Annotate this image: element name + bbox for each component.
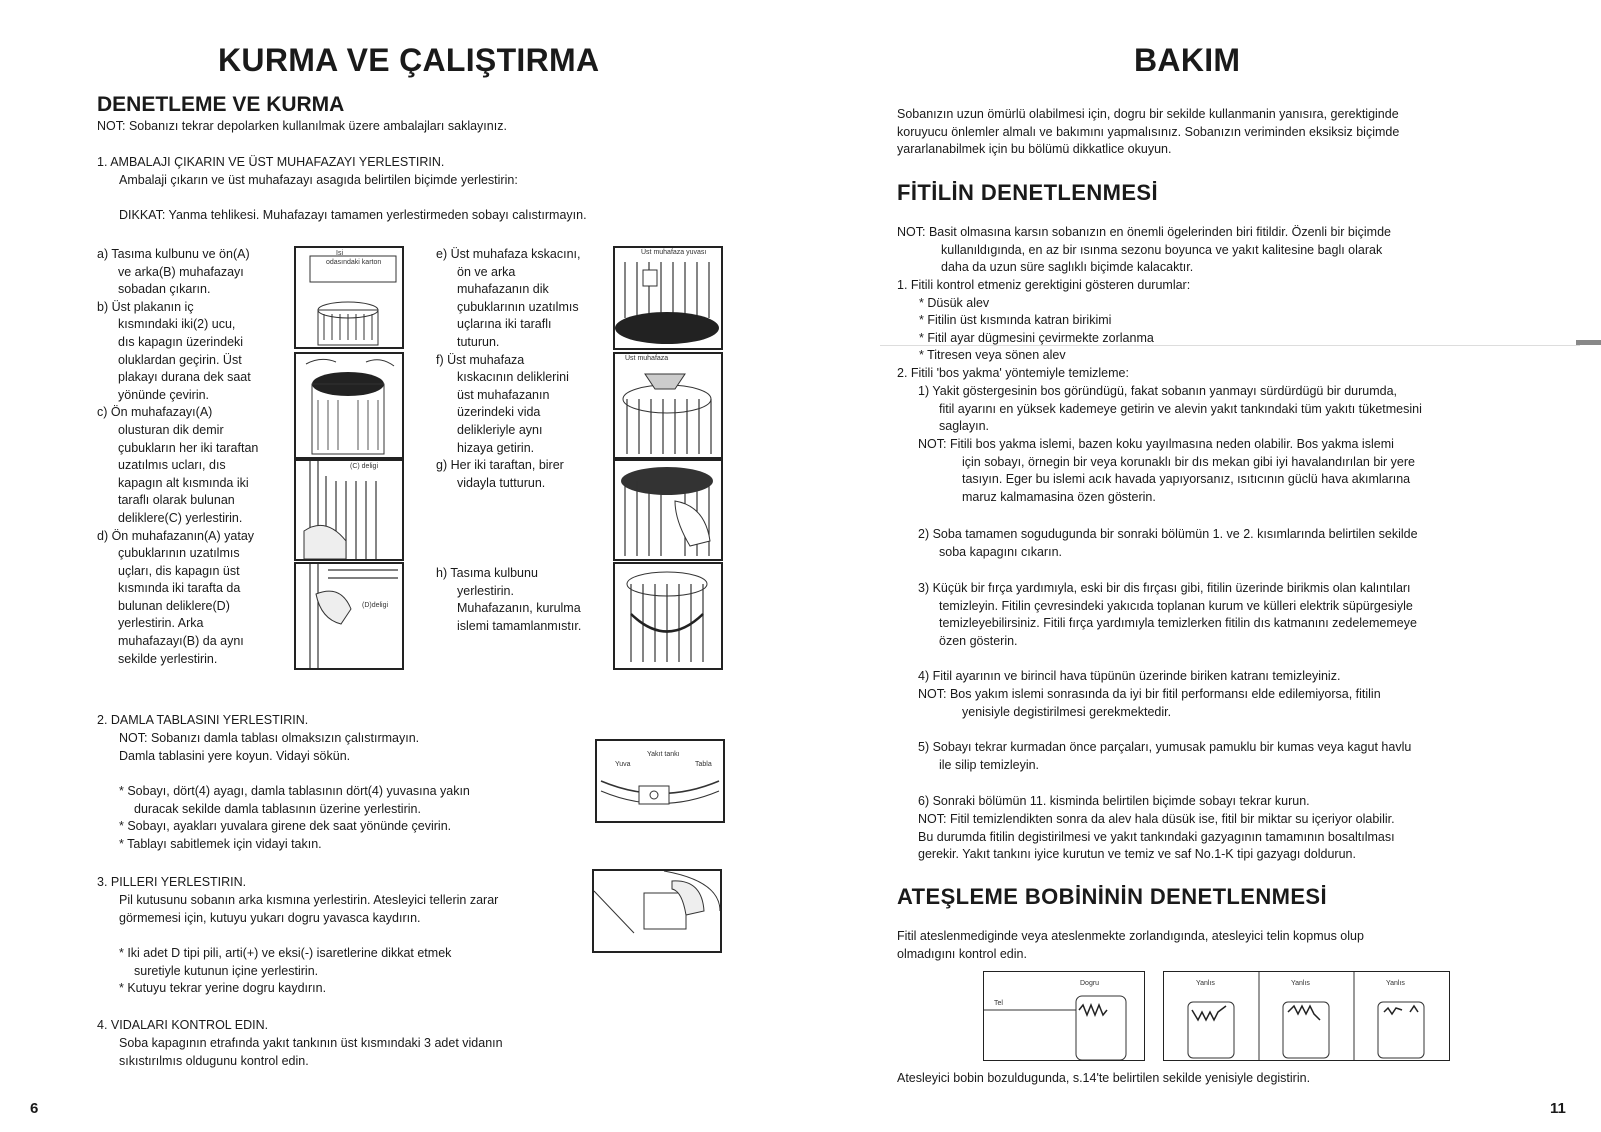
wick-sub5 [918,739,1411,774]
step-line: sekilde yerlestirin. [118,651,218,666]
illustration-front-guard-c [294,459,404,561]
label-isi: Isi [336,250,343,257]
text-line: koruyucu önlemler almalı ve bakımını yapmalısınız. Sobanızın veriminden eksiksiz biçimde [897,124,1400,139]
illustration-drip-tray [595,739,725,823]
text-line: NOT: Basit olmasına karsın sobanızın en önemli ögelerinden biri fitildir. Özenli bir biçimde [897,225,1391,239]
step2-heading: 2. DAMLA TABLASINI YERLESTIRIN. [97,713,309,727]
label-tel: Tel [994,1000,1003,1007]
step4-lines [119,1035,503,1070]
page-number-right: 11 [1550,1100,1566,1117]
label-yanlis-3: Yanlıs [1386,980,1405,987]
step-line: üst muhafazanın [457,387,550,402]
illustration-remove-guard [294,246,404,349]
step1-heading: 1. AMBALAJI ÇIKARIN VE ÜST MUHAFAZAYI YERLESTIRIN. [97,155,445,169]
step-line: olusturan dik demir [118,422,224,437]
text-line: görmemesi için, kutuyu yukarı dogru yavasca kaydırın. [119,910,421,925]
step3-bullets [119,945,451,998]
step2-bullets [119,783,470,853]
step-line: yönünde çevirin. [118,387,210,402]
illustration-top-plate [294,352,404,459]
item-heading: 1. Fitili kontrol etmeniz gerektigini gösteren durumlar: [897,278,1191,292]
step-line: muhafazayı(B) da aynı [118,634,244,649]
text-line: kullanıldıgında, en az bir ısınma sezonu boyunca ve yakıt kalitesine baglı olarak [941,242,1383,257]
illustration-clip-align [613,352,723,459]
section-title-inspection: DENETLEME VE KURMA [97,93,345,116]
text-line: 1) Yakit göstergesinin bos göründügü, fakat sobanın yanmayı sürdürdügü bir durumda, [918,384,1397,398]
text-line: Pil kutusunu sobanın arka kısmına yerlestirin. Atesleyici tellerin zarar [119,893,499,907]
bullet-line: * Sobayı, ayakları yuvalara girene dek saat yönünde çevirin. [119,819,452,834]
step-line: çubuklarının uzatılmıs [457,299,579,314]
text-line: özen gösterin. [939,633,1018,648]
text-line: 3) Küçük bir fırça yardımıyla, eski bir dis fırçası gibi, fitilin üzerinde birikmis olan kalıntıları [918,581,1411,595]
step-line: yerlestirin. [457,583,514,598]
wick-sub6 [918,793,1310,811]
label-dogru: Dogru [1080,980,1100,987]
ignition-text [897,928,1364,963]
page-number-left: 6 [30,1100,39,1117]
bullet-line: duracak sekilde damla tablasının üzerine yerlestirin. [134,801,421,816]
wick-sub3 [918,580,1417,650]
step-line: b) Üst plakanın iç [97,299,194,314]
step-line: d) Ön muhafazanın(A) yatay [97,528,255,543]
step-line: çubukların her iki taraftan [118,440,259,455]
step-line: muhafazanın dik [457,282,549,297]
step1-warning: DIKKAT: Yanma tehlikesi. Muhafazayı tamamen yerlestirmeden sobayı calıstırmayın. [119,208,587,222]
wick-sub4 [918,668,1340,686]
text-line: soba kapagını cıkarın. [939,544,1062,559]
illustration-front-guard-d [294,562,404,670]
step-line: oluklardan geçirin. Üst [118,352,242,367]
step-line: çubuklarının uzatılmıs [118,546,240,561]
step3-heading: 3. PILLERI YERLESTIRIN. [97,875,247,889]
step-line: h) Tasıma kulbunu [436,566,538,580]
bullet-line: * Düsük alev [919,295,990,310]
step-line: f) Üst muhafaza [436,352,525,367]
wick-sub2 [918,526,1418,561]
text-line: Soba kapagının etrafında yakıt tankının üst kısmındaki 3 adet vidanın [119,1036,503,1050]
text-line: gerekir. Yakıt tankını iyice kurutun ve temiz ve saf No.1-K tipi gazyagı doldurun. [918,847,1356,862]
step-line: ve arka(B) muhafazayı [118,264,244,279]
bullet-line: * Tablayı sabitlemek için vidayi takın. [119,836,322,851]
text-line: NOT: Fitil temizlendikten sonra da alev hala düsük ise, fitil bir miktar su içeriyor olabilir. [918,812,1395,826]
text-line: temizleyin. Fitilin çevresindeki yakıcıda toplanan kurum ve külleri elektrik süpürgesiyle [939,598,1413,613]
step-line: üzerindeki vida [457,405,541,420]
text-line: yenisiyle degistirilmesi gerekmektedir. [962,704,1172,719]
item-heading: 2. Fitili 'bos yakma' yöntemiyle temizleme: [897,365,1129,380]
bullet-line: * Kutuyu tekrar yerine dogru kaydırın. [119,981,327,996]
text-line: tasıyın. Eger bu islemi acık havada yapıyorsanız, ısıtıcının güclü hava akımlarına [962,472,1411,487]
section-title-ignition-coil: ATEŞLEME BOBİNİNİN DENETLENMESİ [897,884,1328,909]
text-line: NOT: Fitili bos yakma islemi, bazen koku yayılmasına neden olabilir. Bos yakma islemi [918,437,1394,451]
margin-marker [1576,340,1601,345]
step-line: ön ve arka [457,264,516,279]
wick-sub1 [918,383,1422,436]
text-line: 5) Sobayı tekrar kurmadan önce parçaları, yumusak pamuklu bir kumas veya kagut havlu [918,740,1412,754]
step-line: taraflı olarak bulunan [118,493,235,508]
bullet-line: * Titresen veya sönen alev [919,348,1066,363]
label-karton: odasındaki karton [326,259,382,266]
wick-sub4-note [918,686,1381,721]
step-line: dıs kapagın üzerindeki [118,334,244,349]
label-tabla: Tabla [695,761,712,768]
bullet-line: * Sobayı, dört(4) ayagı, damla tablasının dört(4) yuvasına yakın [119,784,470,798]
text-line: daha da uzun süre saglıklı biçimde kalacaktır. [941,260,1194,275]
step-line: Muhafazanın, kurulma [457,601,581,616]
text-line: fitil ayarını en yüksek kademeye getirin ve alevin yakıt tankındaki tüm yakıtı tüketmesini [939,401,1422,416]
bullet-line: * Fitilin üst kısmında katran birikimi [919,313,1112,328]
step-line: kısmındaki iki(2) ucu, [118,317,236,332]
step-line: g) Her iki taraftan, birer [436,458,564,473]
step-line: plakayı durana dek saat [118,370,251,385]
label-muhafaza: Üst muhafaza [625,355,669,362]
wick-item1 [897,277,1190,383]
text-line: Bu durumda fitilin degistirilmesi ve yakıt tankındaki gazyagının tamamının bosaltılması [918,829,1395,844]
text-line: yararlanabilmek için bu bölümü dikkatlice okuyun. [897,142,1172,157]
step-line: kısmında iki tarafta da [118,581,241,596]
step-line: islemi tamamlanmıstır. [457,618,582,633]
maintenance-intro [897,106,1399,159]
text-line: Damla tablasini yere koyun. Vidayi sökün. [119,748,351,763]
label-yuvasi: Üst muhafaza yuvası [641,249,707,256]
divider-line [880,345,1580,346]
step-line: uçları, dis kapagın üst [118,563,240,578]
text-line: 2) Soba tamamen sogudugunda bir sonraki bölümün 1. ve 2. kısımlarında belirtilen sekilde [918,527,1418,541]
step2-lines [119,730,419,765]
section-title-wick: FİTİLİN DENETLENMESİ [897,180,1158,205]
assembly-steps-e-g [436,246,581,492]
text-line: temizleyebilirsiniz. Fitili fırça yardımıyla temizlerken fitilin dıs katmanını zedelememeye [939,616,1417,631]
step-line: tuturun. [457,334,500,349]
ignition-footer-text: Atesleyici bobin bozuldugunda, s.14'te belirtilen sekilde yenisiyle degistirin. [897,1071,1311,1085]
text-line: ile silip temizleyin. [939,757,1040,772]
bullet-line: suretiyle kutunun içine yerlestirin. [134,963,319,978]
text-line: için sobayı, örnegin bir veya korunaklı bir dıs mekan gibi iyi havalandırılan bir yere [962,454,1416,469]
step-line: a) Tasıma kulbunu ve ön(A) [97,247,250,261]
step-line: sobadan çıkarın. [118,282,211,297]
wick-sub6-note [918,811,1395,864]
step-line: kapagın alt kısmında iki [118,475,249,490]
bullet-line: * Fitil ayar dügmesini çevirmekte zorlanma [919,330,1154,345]
text-line: saglayın. [939,419,990,434]
step-line: kıskacının deliklerini [457,370,569,385]
label-yakit-tanki: Yakıt tankı [647,751,680,758]
text-line: sıkıstırılmıs oldugunu kontrol edin. [119,1053,309,1068]
wick-sub1-note [918,436,1415,506]
illustration-screw-fasten [613,459,723,561]
text-line: NOT: Sobanızı damla tablası olmaksızın çalıstırmayın. [119,731,420,745]
text-line: Sobanızın uzun ömürlü olabilmesi için, dogru bir sekilde kullanmanin yanısıra, gerektiginde [897,107,1399,121]
label-c-deligi: (C) deligi [350,463,379,470]
text-line: olmadıgını kontrol edin. [897,946,1027,961]
label-yanlis-1: Yanlıs [1196,980,1215,987]
step-line: e) Üst muhafaza kskacını, [436,247,581,261]
step3-lines [119,892,498,927]
coil-diagram-wrong [1163,971,1450,1061]
label-d-deligi: (D)deligi [362,602,389,609]
step-line: bulunan deliklere(D) [118,598,230,613]
storage-note: NOT: Sobanızı tekrar depolarken kullanılmak üzere ambalajları saklayınız. [97,119,507,133]
label-yanlis-2: Yanlıs [1291,980,1310,987]
text-line: 6) Sonraki bölümün 11. kisminda belirtilen biçimde sobayı tekrar kurun. [918,794,1310,808]
text-line: NOT: Bos yakım islemi sonrasında da iyi bir fitil performansı elde edilemiyorsa, fitilin [918,687,1381,701]
step-line: c) Ön muhafazayı(A) [97,405,213,420]
step-line: yerlestirin. Arka [118,616,204,631]
illustration-handle [613,562,723,670]
step4-heading: 4. VIDALARI KONTROL EDIN. [97,1018,269,1032]
step-line: delikleriyle aynı [457,422,543,437]
step-line: vidayla tutturun. [457,475,546,490]
illustration-battery-box [592,869,722,953]
bullet-line: * Iki adet D tipi pili, arti(+) ve eksi(-) isaretlerine dikkat etmek [119,946,452,960]
assembly-steps-a-d [97,246,258,668]
step-line: hizaya getirin. [457,440,535,455]
label-yuva: Yuva [615,761,631,768]
coil-diagram-correct [983,971,1145,1061]
text-line: 4) Fitil ayarının ve birincil hava tüpünün üzerinde biriken katranı temizleyiniz. [918,669,1341,683]
text-line: Fitil ateslenmediginde veya ateslenmekte zorlandıgında, atesleyici telin kopmus olup [897,929,1364,943]
page-title-left: KURMA VE ÇALIŞTIRMA [218,42,600,78]
wick-note [897,224,1391,277]
step-line: deliklere(C) yerlestirin. [118,510,243,525]
assembly-step-h [436,565,581,635]
step1-text: Ambalaji çıkarın ve üst muhafazayı asagıda belirtilen biçimde yerlestirin: [119,173,518,187]
text-line: maruz kalmamasina özen gösterin. [962,489,1156,504]
step-line: uçlarına iki taraflı [457,317,552,332]
illustration-top-clip [613,246,723,350]
page-title-right: BAKIM [1134,42,1241,78]
step-line: uzatılmıs ucları, dıs [118,458,226,473]
